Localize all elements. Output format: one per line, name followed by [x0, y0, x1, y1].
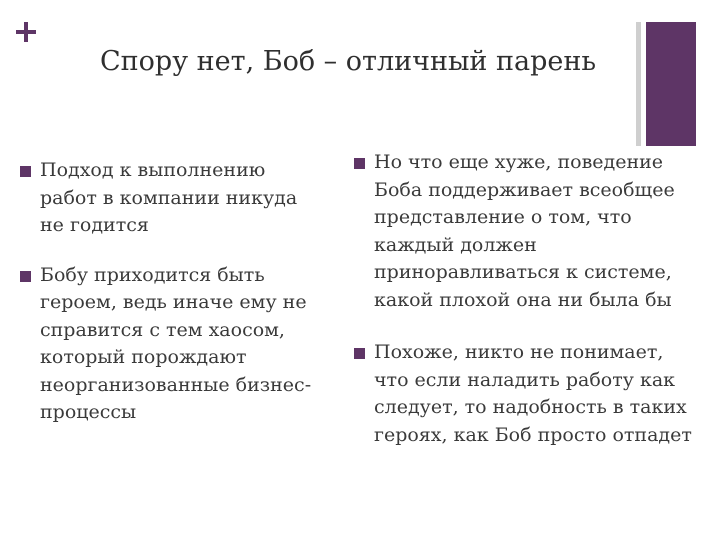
square-bullet-icon — [354, 158, 365, 169]
square-bullet-icon — [354, 348, 365, 359]
left-bullet-text: Бобу приходится быть героем, ведь иначе ему не справится с тем хаосом, который порождают неорганизованные бизнес- процессы — [40, 263, 312, 423]
square-bullet-icon — [20, 271, 31, 282]
square-bullet-icon — [20, 166, 31, 177]
right-bullet-item — [352, 339, 697, 449]
decorative-accent-bar — [646, 22, 696, 146]
right-bullet-text: Похоже, никто не понимает, что если наладить работу как следует, то надобность в таких героях, как Боб просто отпадет — [374, 341, 692, 446]
plus-icon — [16, 22, 36, 42]
left-column — [18, 157, 318, 443]
left-bullet-item — [18, 157, 318, 240]
left-bullet-item — [18, 262, 318, 427]
right-bullet-item — [352, 149, 697, 314]
right-column — [352, 149, 697, 465]
left-bullet-text: Подход к выполнению работ в компании никуда не годится — [40, 159, 298, 236]
slide-title: Спору нет, Боб – отличный парень — [100, 46, 597, 77]
right-bullet-text: Но что еще хуже, поведение Боба поддерживает всеобщее представление о том, что каждый должен приноравливаться к системе, какой плохой она ни была бы — [374, 151, 675, 311]
decorative-thin-bar — [636, 22, 641, 146]
